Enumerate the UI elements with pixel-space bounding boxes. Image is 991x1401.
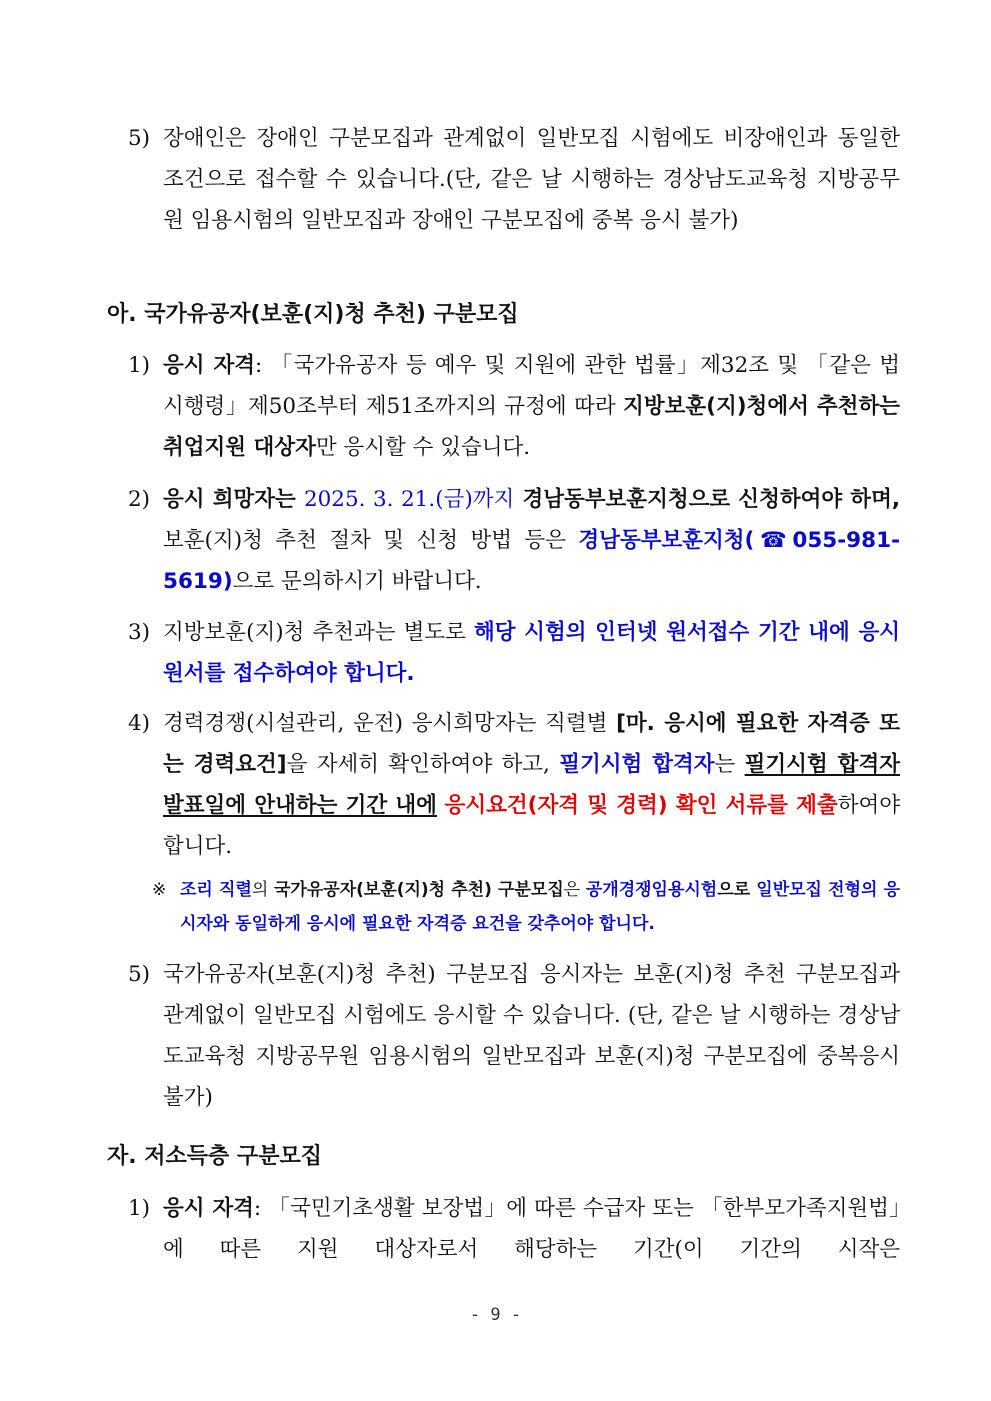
label-eligibility: 응시 자격	[163, 1196, 254, 1221]
text-run	[437, 793, 445, 818]
item-text	[163, 345, 900, 468]
section-heading-veterans: 아. 국가유공자(보훈(지)청 추천) 구분모집	[107, 302, 519, 327]
text-run: 경남동부보훈지청으로 신청하여야 하며,	[514, 487, 901, 512]
text-run: 의	[251, 880, 274, 900]
section-heading-low-income: 자. 저소득층 구분모집	[107, 1144, 322, 1169]
page-number: - 9 -	[469, 1305, 522, 1325]
text-run: 보훈(지)청 추천 절차 및 신청 방법 등은	[163, 528, 579, 553]
text-run: 는	[714, 752, 745, 777]
veterans-item-1	[128, 345, 900, 468]
item-number: 1)	[128, 1196, 151, 1221]
emphasis-application-period: 해당 시험의 인터넷 원서접수 기간 내에 응시원서를 접수하여야 합니다.	[163, 620, 900, 686]
low-income-item-1	[128, 1188, 900, 1270]
text-run: 국가유공자(보훈(지)청 추천) 구분모집	[273, 880, 564, 900]
text-run: 조리 직렬	[180, 880, 252, 900]
item-text: 장애인은 장애인 구분모집과 관계없이 일반모집 시험에도 비장애인과 동일한 조건으로 접수할 수 있습니다.(단, 같은 날 시행하는 경상남도교육청 지방공무원 임용시험의 일반모집과 장애인 구분모집에 중복 응시 불가)	[163, 126, 900, 233]
veterans-item-5	[128, 954, 900, 1118]
item-text	[163, 479, 900, 602]
text-run: 응시 희망자는	[163, 487, 304, 512]
text-run: 공개경쟁임용시험	[585, 880, 718, 900]
item-number: 5)	[128, 126, 151, 151]
item-text	[163, 612, 900, 694]
veterans-item-3	[128, 612, 900, 694]
emphasis-period-underlined: 필기시험 합격자 발표일에 안내하는 기간 내에	[163, 752, 900, 818]
text-run: 하여야 합니다.	[163, 793, 901, 859]
prev-item-5	[128, 118, 900, 241]
text-run: 으로	[717, 880, 751, 900]
text-run: 만 응시할 수 있습니다.	[315, 435, 531, 460]
item-number: 5)	[128, 962, 151, 987]
text-run: 을 자세히 확인하여야 하고,	[286, 752, 560, 777]
label-eligibility: 응시 자격	[163, 353, 256, 378]
emphasis-requirements: [마. 응시에 필요한 자격증 또는 경력요건]	[163, 711, 900, 777]
item-number: 4)	[128, 711, 151, 736]
text-run: 일반모집 전형의 응시자와 동일하게 응시에 필요한 자격증 요건을 갖추어야 합니다.	[180, 880, 901, 934]
item-number: 2)	[128, 487, 151, 512]
note-cooking-series	[152, 873, 900, 941]
emphasis-submit-documents: 응시요건(자격 및 경력) 확인 서류를 제출	[444, 793, 838, 818]
item-text: 국가유공자(보훈(지)청 추천) 구분모집 응시자는 보훈(지)청 추천 구분모집과 관계없이 일반모집 시험에도 응시할 수 있습니다. (단, 같은 날 시행하는 경상남도교육청 지방공무원 임용시험의 일반모집과 보훈(지)청 구분모집에 중복응시 불가)	[163, 962, 900, 1110]
text-run: 으로 문의하시기 바랍니다.	[232, 569, 482, 594]
text-run: : 「국가유공자 등 예우 및 지원에 관한 법률」제32조 및 「같은 법 시행령」제50조부터 제51조까지의 규정에 따라	[163, 353, 901, 419]
item-number: 1)	[128, 353, 151, 378]
emphasis-recommended-target: 지방보훈(지)청에서 추천하는 취업지원 대상자	[163, 394, 900, 460]
veterans-item-4	[128, 703, 900, 867]
reference-mark-icon: ※	[152, 880, 167, 900]
item-text	[163, 1188, 900, 1270]
text-run: : 「국민기초생활 보장법」에 따른 수급자 또는 「한부모가족지원법」에 따른 지원 대상자로서 해당하는 기간(이 기간의 시작은	[163, 1196, 900, 1262]
text-run: 경력경쟁(시설관리, 운전) 응시희망자는 직렬별	[163, 711, 617, 736]
text-run: 은	[563, 880, 586, 900]
deadline-date: 2025. 3. 21.(금)까지	[303, 487, 515, 512]
item-text	[163, 703, 900, 867]
emphasis-written-passers: 필기시험 합격자	[559, 752, 715, 777]
item-number: 3)	[128, 620, 151, 645]
veterans-item-2	[128, 479, 900, 602]
note-text	[180, 873, 900, 941]
text-run: 지방보훈(지)청 추천과는 별도로	[163, 620, 474, 645]
contact-office-phone: 경남동부보훈지청(☎055-981-5619)	[163, 528, 900, 594]
